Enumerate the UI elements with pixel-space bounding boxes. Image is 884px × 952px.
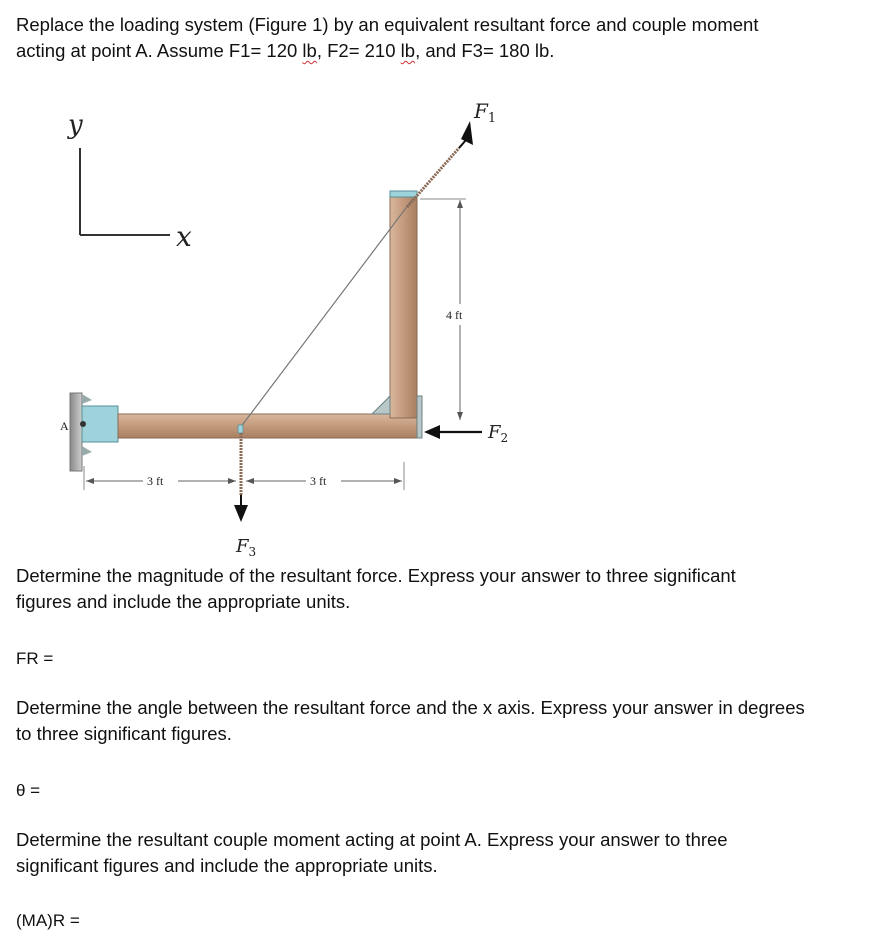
question-1: [16, 563, 736, 615]
question-3-line-1: Determine the resultant couple moment acting at point A. Express your answer to three: [16, 829, 728, 850]
question-3: [16, 827, 728, 879]
problem-line-2c: , and F3= 180 lb.: [415, 40, 555, 61]
unit-lb-2: lb: [400, 40, 416, 61]
problem-line-2a: acting at point A. Assume F1= 120: [16, 40, 303, 61]
dimension-3ft-left-label: 3 ft: [147, 474, 164, 488]
axes-icon: [80, 148, 170, 235]
diagonal-cable: [240, 200, 412, 428]
answer-theta[interactable]: θ =: [16, 781, 41, 800]
dimension-3ft-right-label: 3 ft: [310, 474, 327, 488]
answer-moment[interactable]: (MA)R =: [16, 911, 80, 930]
unit-lb-1: lb: [302, 40, 317, 61]
question-1-line-1: Determine the magnitude of the resultant force. Express your answer to three significant: [16, 565, 736, 586]
f1-label: $F_1$: [474, 99, 497, 126]
question-2-line-1: Determine the angle between the resultant force and the x axis. Express your answer in degrees: [16, 697, 805, 718]
vertical-beam: [390, 193, 417, 418]
problem-statement: [16, 12, 758, 64]
f2-force-arrow: [424, 425, 482, 439]
f3-force-arrow: [234, 425, 248, 522]
question-2-line-2: to three significant figures.: [16, 723, 232, 744]
dimension-horizontal: [84, 462, 404, 490]
f3-label: $F_3$: [236, 536, 257, 559]
question-1-line-2: figures and include the appropriate units.: [16, 591, 351, 612]
question-3-line-2: significant figures and include the appropriate units.: [16, 855, 438, 876]
loading-figure: [0, 80, 884, 560]
problem-line-1: Replace the loading system (Figure 1) by an equivalent resultant force and couple moment: [16, 14, 759, 35]
question-2: [16, 695, 805, 747]
answer-fr[interactable]: FR =: [16, 649, 54, 668]
problem-line-2b: , F2= 210: [316, 40, 401, 61]
dimension-4ft-label: 4 ft: [446, 308, 463, 322]
wall-support: [70, 393, 118, 471]
top-cap: [390, 191, 417, 197]
point-a-label: A: [60, 419, 69, 433]
f1-force-arrow: [407, 121, 473, 207]
f2-label: $F_2$: [488, 422, 509, 445]
x-axis-label: x: [176, 220, 192, 253]
horizontal-beam: [118, 414, 420, 438]
y-axis-label: y: [68, 110, 83, 140]
